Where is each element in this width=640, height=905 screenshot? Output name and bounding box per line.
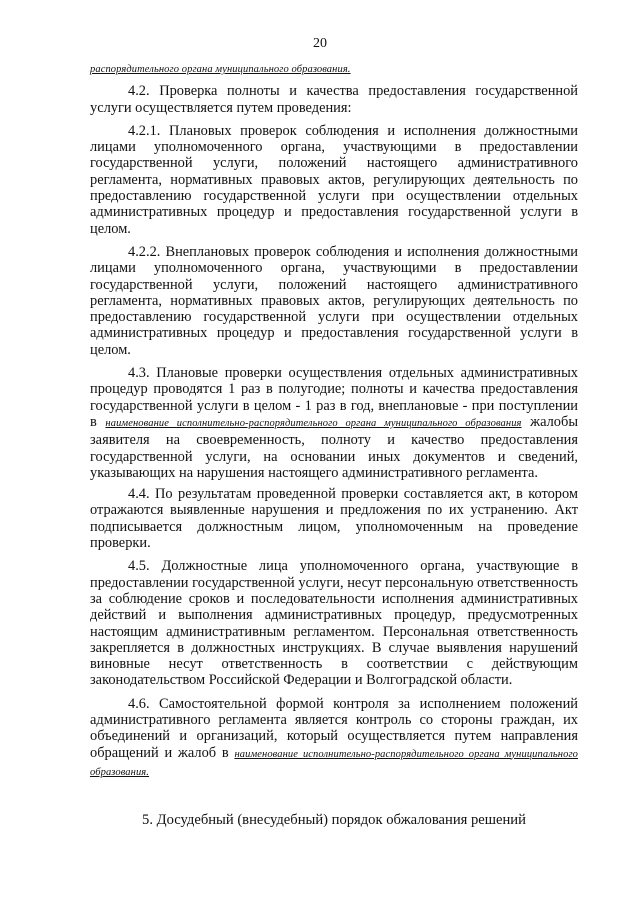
paragraph-text: 4.4. По результатам проведенной проверки составляется акт, в котором отражаются выявленные нарушения и предложения по их устранению. Акт подписывается должностным лицом, уполномоченным на проведение проверки.	[90, 486, 578, 552]
placeholder-note: наименование исполнительно-распорядительного органа муниципального образования.	[90, 748, 578, 778]
paragraph-text: 4.5. Должностные лица уполномоченного органа, участвующие в предоставлении государственной услуги, несут персональную ответственность за соблюдение сроков и последовательности исполнения административных действий и выполнения административных процедур, предусмотренных настоящим административным регламентом. Персональная ответственность закрепляется в должностных инструкциях. В случае выявления нарушений виновные несут ответственность в соответствии с действующим законодательством Российской Федерации и Волгоградской области.	[90, 558, 578, 689]
paragraph-text: 4.2.1. Плановых проверок соблюдения и исполнения должностными лицами уполномоченного органа, участвующими в предоставлении государственной услуги, положений настоящего административного регламента, нормативных правовых актов, регулирующих деятельность по предоставлению государственной услуги при осуществлении отдельных административных процедур и предоставления государственной услуги в целом.	[90, 122, 578, 237]
paragraph-text: жалобы заявителя на своевременность, полноту и качество предоставления государственной услуги, на основании иных документов и сведений, указывающих на нарушения настоящего административного регламента.	[90, 413, 578, 481]
placeholder-note: наименование исполнительно-распорядительного органа муниципального образования	[105, 417, 522, 429]
paragraph-continuation	[90, 60, 578, 78]
paragraph-4-2-1	[90, 123, 578, 239]
paragraph-4-4	[90, 486, 578, 553]
regulation-body	[90, 60, 578, 786]
paragraph-text: 4.3. Плановые проверки осуществления отдельных административных процедур проводятся 1 раз в полугодие; полноты и качества предоставления государственной услуги в целом - 1 раз в год, внеплановые - при поступлении в	[90, 365, 578, 430]
page-number: 20	[313, 36, 327, 51]
section-heading: 5. Досудебный (внесудебный) порядок обжалования решений	[142, 812, 526, 828]
paragraph-4-3	[90, 365, 578, 481]
paragraph-4-6	[90, 696, 578, 781]
paragraph-text: 4.6. Самостоятельной формой контроля за исполнением положений административного регламента является контроль со стороны граждан, их объединений и организаций, который осуществляется путем направления обращений и жалоб в	[90, 695, 578, 761]
paragraph-4-5	[90, 558, 578, 690]
paragraph-4-2	[90, 83, 578, 118]
placeholder-note: распорядительного органа муниципального образования.	[90, 64, 351, 75]
paragraph-text: 4.2.2. Внеплановых проверок соблюдения и исполнения должностными лицами уполномоченного органа, участвующими в предоставлении государственной услуги, положений настоящего административного регламента, нормативных правовых актов, регулирующих деятельность по предоставлению государственной услуги при осуществлении отдельных административных процедур и предоставления государственной услуги в целом.	[90, 243, 578, 358]
paragraph-text: 4.2. Проверка полноты и качества предоставления государственной услуги осуществляется путем проведения:	[90, 83, 578, 116]
paragraph-4-2-2	[90, 244, 578, 360]
